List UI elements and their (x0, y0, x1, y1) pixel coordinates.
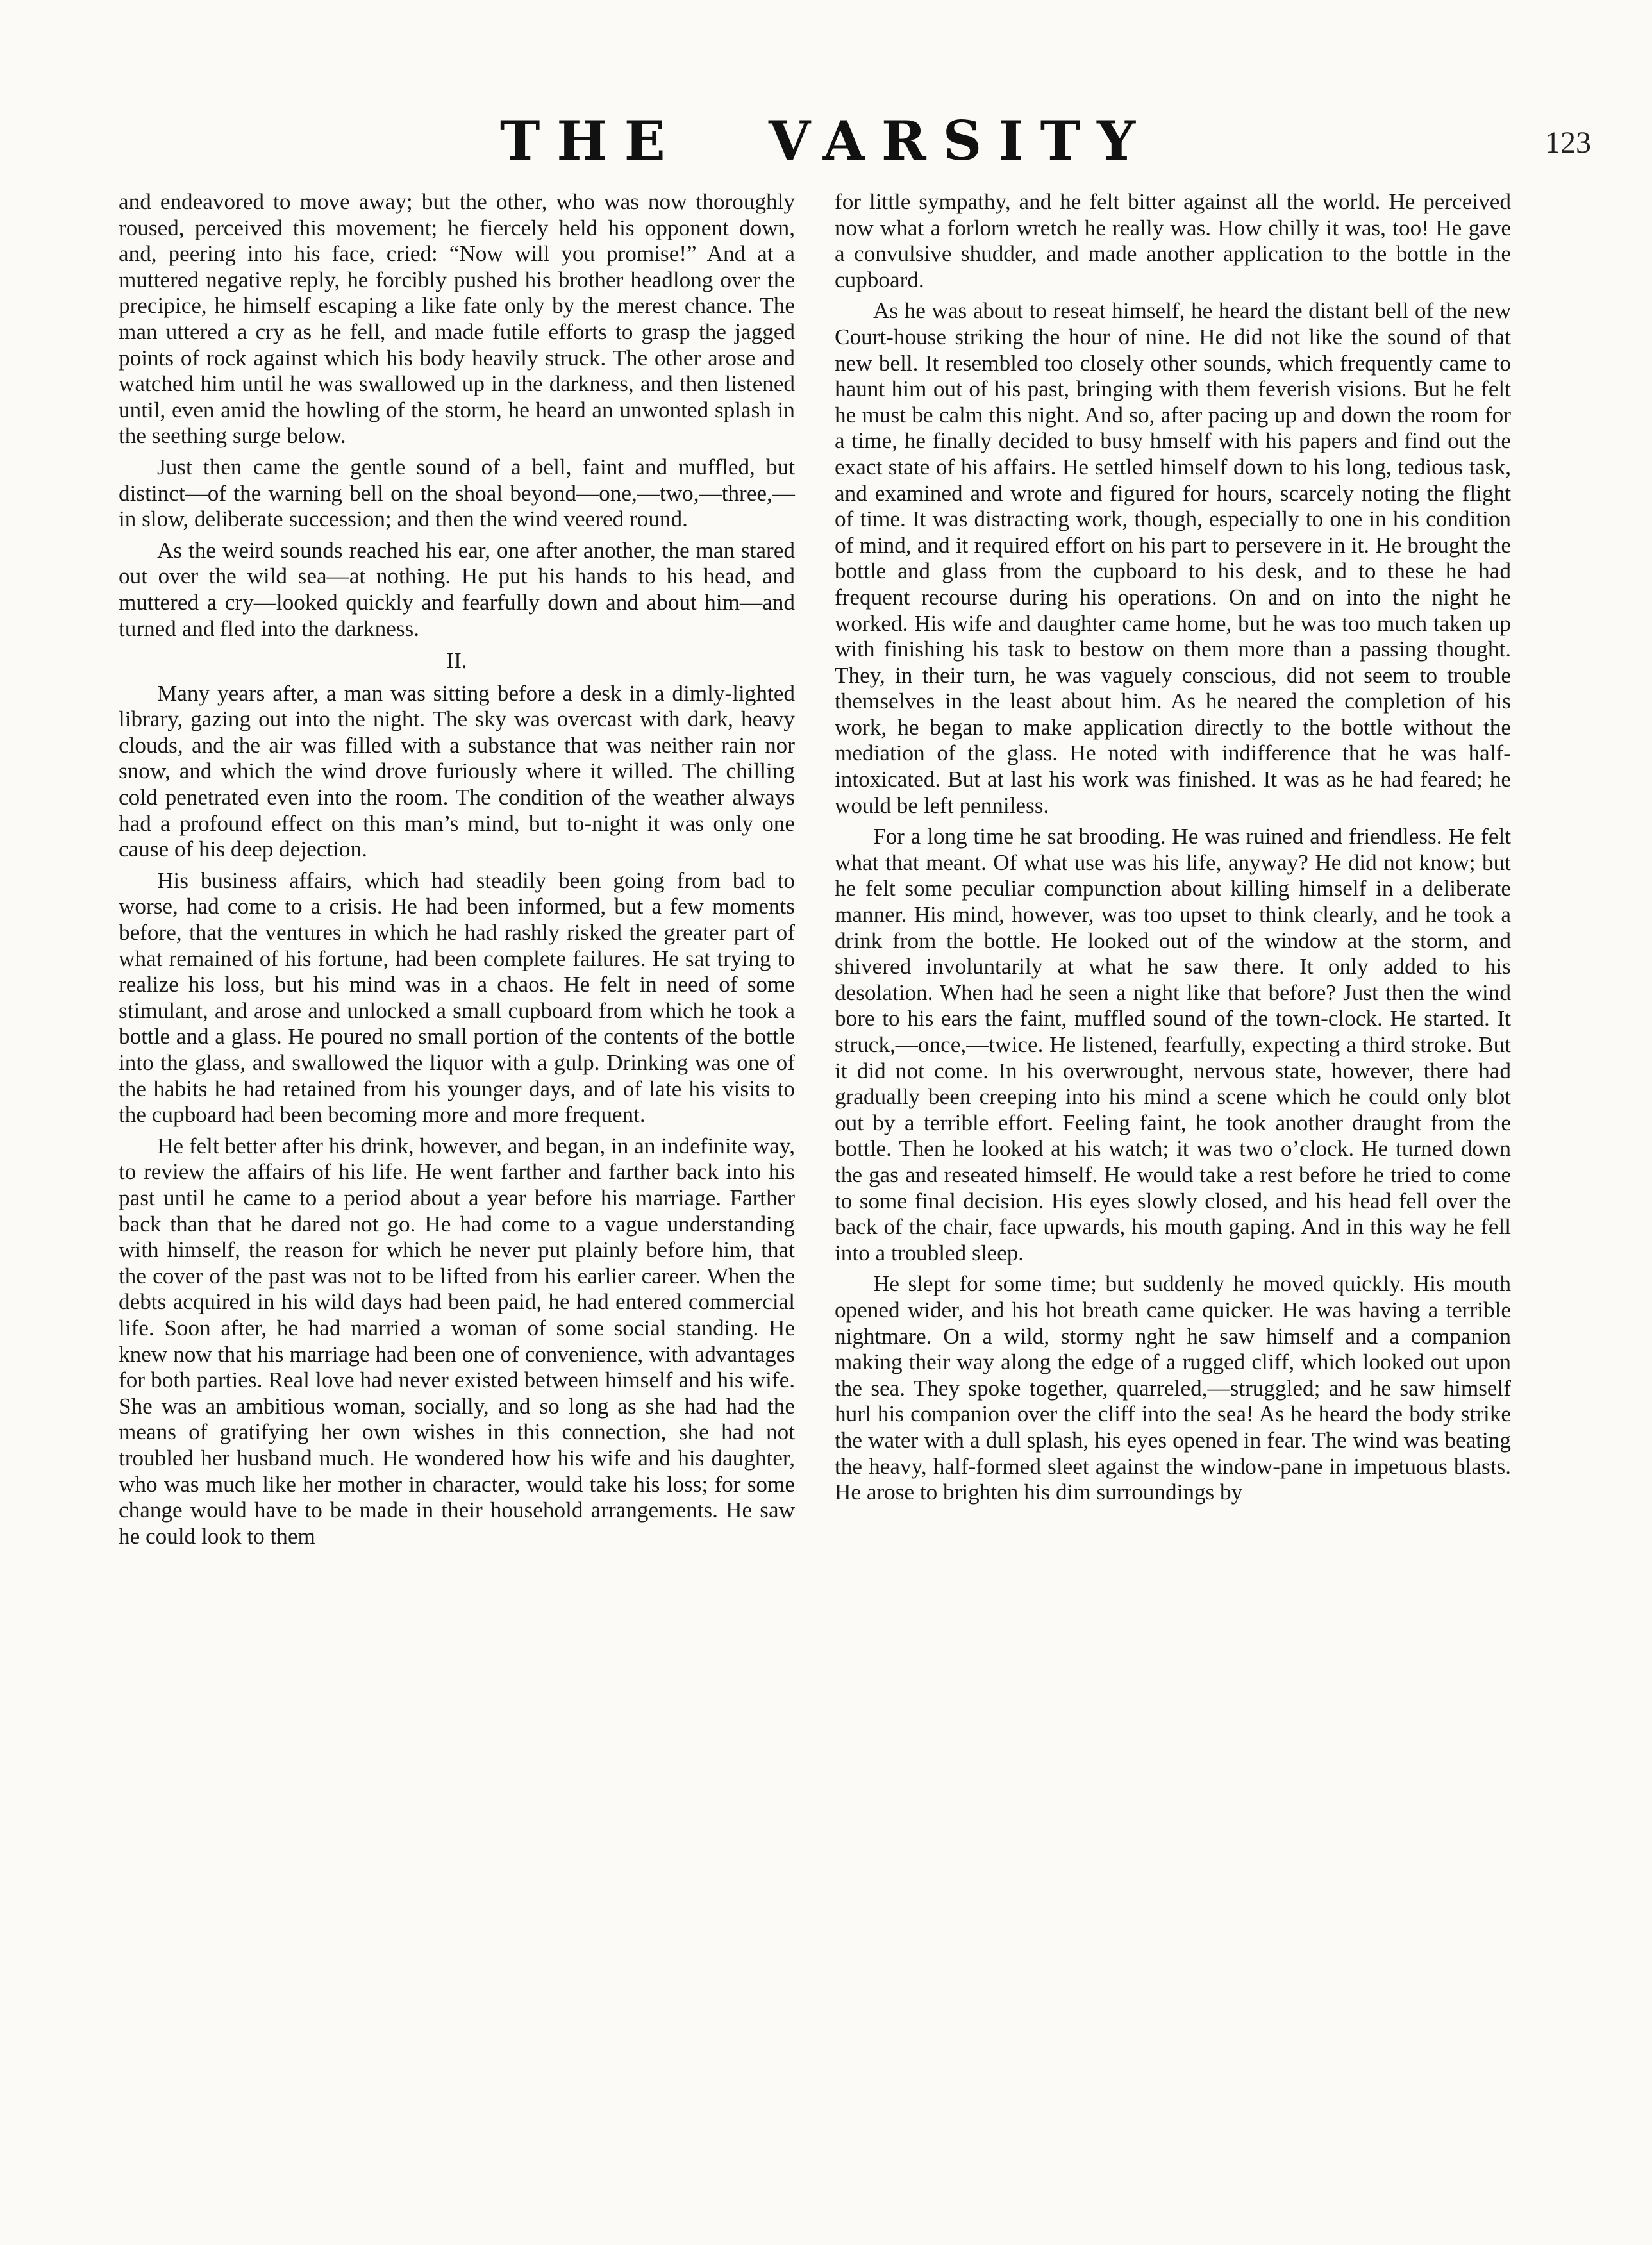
paragraph: Many years after, a man was sitting before a desk in a dimly-lighted library, gazing out into the night. The sky was overcast with dark, heavy clouds, and the air was filled with a substance that was neither rain nor snow, and which the wind drove furiously where it willed. The chilling cold penetrated even into the room. The condition of the weather always had a profound effect on this man’s mind, but to-night it was only one cause of his deep dejection. (119, 680, 795, 862)
paragraph: As the weird sounds reached his ear, one after another, the man stared out over the wild sea—at nothing. He put his hands to his head, and muttered a cry—looked quickly and fearfully down and about him—and turned and fled into the darkness. (119, 537, 795, 641)
right-column (835, 189, 1511, 2183)
left-column (119, 189, 795, 2183)
masthead-word-the: THE (499, 109, 682, 172)
paragraph: His business affairs, which had steadily been going from bad to worse, had come to a crisis. He had been informed, but a few moments before, that the ventures in which he had rashly risked the greater part of what remained of his fortune, had been complete failures. He sat trying to realize his loss, but his mind was in a chaos. He felt in need of some stimulant, and arose and unlocked a small cupboard from which he took a bottle and a glass. He poured no small portion of the contents of the bottle into the glass, and swallowed the liquor with a gulp. Drinking was one of the habits he had retained from his younger days, and of late his visits to the cupboard had been becoming more and more frequent. (119, 867, 795, 1128)
paragraph: Just then came the gentle sound of a bell, faint and muffled, but distinct—of the warning bell on the shoal beyond—one,—two,—three,— in slow, deliberate succession; and then the wind veered round. (119, 454, 795, 532)
paragraph: He felt better after his drink, however, and began, in an indefinite way, to review the affairs of his life. He went farther and farther back into his past until he came to a period about a year before his marriage. Farther back than that he dared not go. He had come to a vague understanding with himself, the reason for which he never put plainly before him, that the cover of the past was not to be lifted from his earlier career. When the debts acquired in his wild days had been paid, he had entered commercial life. Soon after, he had married a woman of some social standing. He knew now that his marriage had been one of convenience, with advantages for both parties. Real love had never existed between himself and his wife. She was an ambitious woman, socially, and so long as she had had the means of gratifying her own wishes in this connection, she had not troubled her husband much. He wondered how his wife and his daughter, who was much like her mother in character, would take his loss; for some change would have to be made in their household arrangements. He saw he could look to them (119, 1133, 795, 1549)
paragraph: As he was about to reseat himself, he heard the distant bell of the new Court-house striking the hour of nine. He did not like the sound of that new bell. It resembled too closely other sounds, which frequently came to haunt him out of his past, bringing with them feverish visions. But he felt he must be calm this night. And so, after pacing up and down the room for a time, he finally decided to busy hmself with his papers and find out the exact state of his affairs. He settled himself down to his long, tedious task, and examined and wrote and figured for hours, scarcely noting the flight of time. It was distracting work, though, especially to one in his condition of mind, and it required effort on his part to persevere in it. He brought the bottle and glass from the cupboard to his desk, and to these he had frequent recourse during his operations. On and on into the night he worked. His wife and daughter came home, but he was too much taken up with finishing his task to bestow on them more than a passing thought. They, in their turn, he was vaguely conscious, did not seem to trouble themselves in the least about him. As he neared the completion of his work, he began to make application directly to the bottle without the mediation of the glass. He noted with indifference that he was half-intoxicated. But at last his work was finished. It was as he had feared; he would be left penniless. (835, 298, 1511, 818)
paragraph: He slept for some time; but suddenly he moved quickly. His mouth opened wider, and his hot breath came quicker. He was having a terrible nightmare. On a wild, stormy nght he saw himself and a companion making their way along the edge of a rugged cliff, which looked out upon the sea. They spoke together, quarreled,—struggled; and he saw himself hurl his companion over the cliff into the sea! As he heard the body strike the water with a dull splash, his eyes opened in fear. The wind was beating the heavy, half-formed sleet against the window-pane in impetuous blasts. He arose to brighten his dim surroundings by (835, 1271, 1511, 1505)
masthead-word-varsity: VARSITY (769, 109, 1153, 172)
masthead (0, 109, 1652, 172)
paragraph: and endeavored to move away; but the other, who was now thoroughly roused, perceived this movement; he fiercely held his opponent down, and, peering into his face, cried: “Now will you promise!” And at a muttered negative reply, he forcibly pushed his brother headlong over the precipice, he himself escaping a like fate only by the merest chance. The man uttered a cry as he fell, and made futile efforts to grasp the jagged points of rock against which his body heavily struck. The other arose and watched him until he was swallowed up in the darkness, and then listened until, even amid the howling of the storm, he heard an unwonted splash in the seething surge below. (119, 189, 795, 449)
section-heading: II. (446, 648, 467, 674)
paragraph: for little sympathy, and he felt bitter against all the world. He perceived now what a forlorn wretch he really was. How chilly it was, too! He gave a convulsive shudder, and made another application to the bottle in the cupboard. (835, 189, 1511, 292)
page-number: 123 (1545, 126, 1591, 160)
paragraph: For a long time he sat brooding. He was ruined and friendless. He felt what that meant. Of what use was his life, anyway? He did not know; but he felt some peculiar compunction about killing himself in a deliberate manner. His mind, however, was too upset to think clearly, and he took a drink from the bottle. He looked out of the window at the storm, and shivered involuntarily at what he saw there. It only added to his desolation. When had he seen a night like that before? Just then the wind bore to his ears the faint, muffled sound of the town-clock. He started. It struck,—once,—twice. He listened, fearfully, expecting a third stroke. But it did not come. In his overwrought, nervous state, however, there had gradually been creeping into his mind a scene which he could only blot out by a terrible effort. Feeling faint, he took another draught from the bottle. Then he looked at his watch; it was two o’clock. He turned down the gas and reseated himself. He would take a rest before he tried to come to some final decision. His eyes slowly closed, and his head fell over the back of the chair, face upwards, his mouth gaping. And in this way he fell into a troubled sleep. (835, 824, 1511, 1265)
